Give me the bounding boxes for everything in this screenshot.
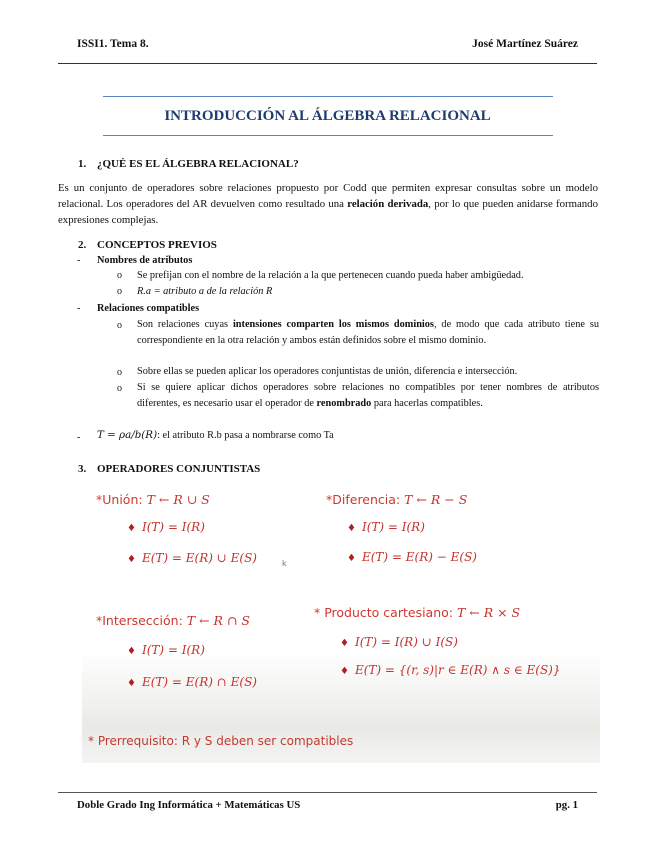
dash-2: -	[77, 303, 81, 314]
header-rule	[58, 63, 597, 64]
prerequisite-note: * Prerrequisito: R y S deben ser compatibles	[88, 734, 354, 748]
title-rule-top	[103, 96, 553, 97]
product-heading	[314, 605, 520, 620]
header-left: ISSI1. Tema 8.	[77, 38, 149, 50]
bullet-1: o	[117, 270, 122, 281]
compat-item-2: Sobre ellas se pueden aplicar los operadores conjuntistas de unión, diferencia e intersección.	[137, 366, 518, 377]
intersection-heading	[96, 613, 250, 628]
union-label: *Unión:	[96, 492, 147, 507]
dash-1: -	[77, 255, 81, 266]
compat-item-1	[137, 317, 599, 348]
difference-line-2	[347, 550, 477, 564]
diamond-bullet-icon: ♦	[127, 678, 136, 689]
product-label: * Producto cartesiano:	[314, 605, 457, 620]
footer-left: Doble Grado Ing Informática + Matemáticas US	[77, 799, 301, 811]
attrs-item-2: R.a = atributo a de la relación R	[137, 286, 273, 297]
attrs-item-1: Se prefijan con el nombre de la relación a la que pertenecen cuando pueda haber ambigüedad.	[137, 270, 524, 281]
union-line-1	[127, 520, 205, 534]
difference-expr: T ← R − S	[404, 492, 468, 507]
product-line-1	[340, 635, 458, 649]
section-1-paragraph	[58, 180, 598, 228]
diamond-bullet-icon: ♦	[347, 523, 356, 534]
rename-text: : el atributo R.b pasa a nombrarse como Ta	[157, 430, 334, 441]
bullet-3: o	[117, 320, 122, 331]
compat-item-3	[137, 380, 599, 411]
p-text-end: , por lo que pueden anidarse formando expresiones complejas.	[58, 198, 598, 226]
footer-rule	[58, 792, 597, 793]
title-rule-bottom	[103, 135, 553, 136]
section-2-title: CONCEPTOS PREVIOS	[97, 239, 217, 251]
section-3-title: OPERADORES CONJUNTISTAS	[97, 463, 261, 475]
rename-formula: T = ρa/b(R)	[97, 429, 158, 441]
diamond-bullet-icon: ♦	[127, 646, 136, 657]
bullet-4: o	[117, 367, 122, 378]
p-bold: relación derivada	[347, 198, 429, 210]
intersection-line-2	[127, 675, 257, 689]
intersection-label: *Intersección:	[96, 613, 187, 628]
diamond-bullet-icon: ♦	[127, 523, 136, 534]
stray-mark: k	[282, 559, 287, 568]
product-expr: T ← R × S	[456, 605, 521, 620]
c3-bold: renombrado	[316, 397, 372, 409]
dash-3: -	[77, 432, 81, 443]
intersection-intension: I(T) = I(R)	[141, 643, 205, 657]
subhead-compatible: Relaciones compatibles	[97, 303, 200, 314]
difference-line-1	[347, 520, 425, 534]
union-expr: T ← R ∪ S	[146, 492, 210, 507]
difference-extension: E(T) = E(R) − E(S)	[361, 550, 477, 564]
product-line-2	[340, 663, 561, 677]
c3-text: Si se quiere aplicar dichos operadores sobre relaciones no compatibles por tener nombres de atributos diferentes, es necesario usar el operador de	[137, 382, 599, 409]
difference-heading	[326, 492, 467, 507]
union-heading	[96, 492, 210, 507]
set-operators-figure	[82, 483, 600, 763]
subhead-attributes: Nombres de atributos	[97, 255, 193, 266]
difference-label: *Diferencia:	[326, 492, 405, 507]
c3-text-end: para hacerlas compatibles.	[371, 397, 483, 409]
header-right: José Martínez Suárez	[472, 38, 578, 50]
c1-text-end: , de modo que cada atributo tiene su correspondiente en la otra relación y ambos están definidos sobre el mismo dominio.	[137, 319, 599, 346]
diamond-bullet-icon: ♦	[340, 666, 349, 677]
diamond-bullet-icon: ♦	[127, 554, 136, 565]
intersection-expr: T ← R ∩ S	[186, 613, 250, 628]
bullet-5: o	[117, 383, 122, 394]
page-number: pg. 1	[555, 799, 578, 811]
diamond-bullet-icon: ♦	[347, 553, 356, 564]
page-title: INTRODUCCIÓN AL ÁLGEBRA RELACIONAL	[164, 108, 491, 124]
section-2-number: 2.	[78, 239, 87, 251]
c1-text: Son relaciones cuyas	[137, 319, 233, 330]
section-1-number: 1.	[78, 158, 87, 170]
section-1-title: ¿QUÉ ES EL ÁLGEBRA RELACIONAL?	[97, 158, 299, 170]
c1-bold: intensiones comparten los mismos dominios	[232, 319, 434, 330]
section-3-number: 3.	[78, 463, 87, 475]
diamond-bullet-icon: ♦	[340, 638, 349, 649]
union-intension: I(T) = I(R)	[141, 520, 205, 534]
product-extension: E(T) = {(r, s)|r ∈ E(R) ∧ s ∈ E(S)}	[354, 663, 561, 677]
rename-line	[97, 428, 334, 444]
bullet-2: o	[117, 286, 122, 297]
union-extension: E(T) = E(R) ∪ E(S)	[141, 551, 257, 565]
difference-intension: I(T) = I(R)	[361, 520, 425, 534]
intersection-extension: E(T) = E(R) ∩ E(S)	[141, 675, 257, 689]
intersection-line-1	[127, 643, 205, 657]
product-intension: I(T) = I(R) ∪ I(S)	[354, 635, 458, 649]
p-text: Es un conjunto de operadores sobre relaciones propuesto por Codd que permiten expresar consultas sobre un modelo relacional. Los operadores del AR devuelven como resultado una	[58, 182, 598, 210]
union-line-2	[127, 551, 257, 565]
